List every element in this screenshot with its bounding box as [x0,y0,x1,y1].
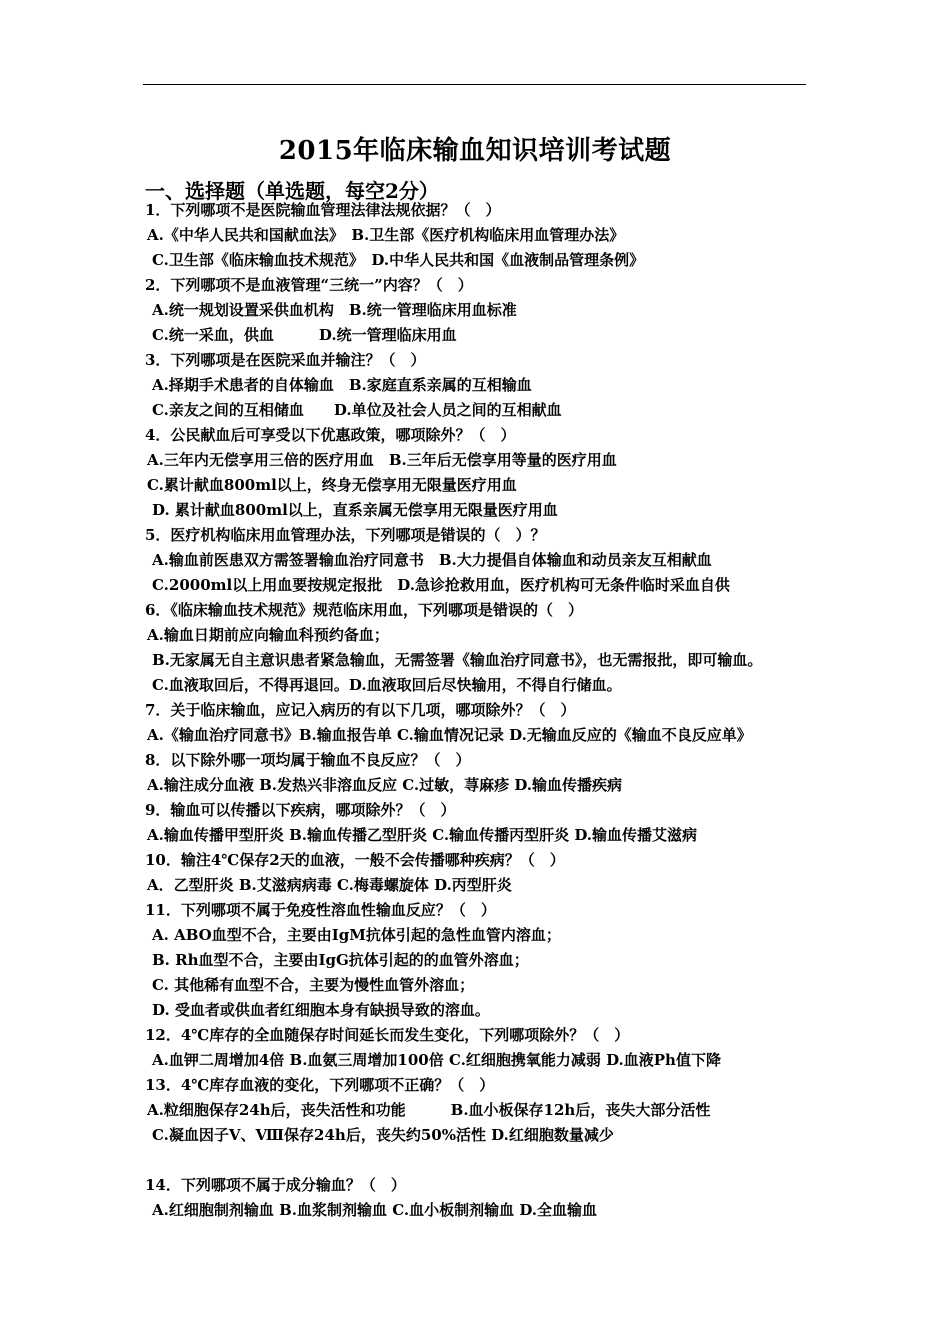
question-5: 5．医疗机构临床用血管理办法，下列哪项是错误的（ ）？ [145,526,546,544]
option-line: A.输血日期前应向输血科预约备血； [147,626,389,644]
option-line: A.《中华人民共和国献血法》 B.卫生部《医疗机构临床用血管理办法》 [147,226,625,244]
question-6: 6．《临床输血技术规范》规范临床用血，下列哪项是错误的（ ） [145,601,583,619]
option-line: C.血液取回后，不得再退回。D.血液取回后尽快输用，不得自行储血。 [152,676,622,694]
option-line: A.输血前医患双方需签署输血治疗同意书 B.大力提倡自体输血和动员亲友互相献血 [152,551,712,569]
option-line: A.红细胞制剂输血 B.血浆制剂输血 C.血小板制剂输血 D.全血输血 [152,1201,598,1219]
option-line: C.凝血因子Ⅴ、Ⅷ保存24h后，丧失约50%活性 D.红细胞数量减少 [152,1126,614,1144]
option-line: A.输注成分血液 B.发热兴非溶血反应 C.过敏，荨麻疹 D.输血传播疾病 [147,776,623,794]
option-line: C.亲友之间的互相储血 D.单位及社会人员之间的互相献血 [152,401,562,419]
question-7: 7．关于临床输血，应记入病历的有以下几项，哪项除外？（ ） [145,701,576,719]
question-3: 3．下列哪项是在医院采血并输注？（ ） [145,351,426,369]
option-line: C.统一采血，供血 D.统一管理临床用血 [152,326,457,344]
option-line: B. Rh血型不合，主要由IgG抗体引起的的血管外溶血； [152,951,529,969]
question-2: 2．下列哪项不是血液管理“三统一”内容？（ ） [145,276,473,294]
question-10: 10．输注4℃保存2天的血液，一般不会传播哪种疾病？（ ） [145,851,565,869]
question-1: 1．下列哪项不是医院输血管理法律法规依据？（ ） [145,201,501,219]
option-line: A.统一规划设置采供血机构 B.统一管理临床用血标准 [152,301,517,319]
option-line: D. 累计献血800ml以上，直系亲属无偿享用无限量医疗用血 [152,501,558,519]
option-line: A.《输血治疗同意书》B.输血报告单 C.输血情况记录 D.无输血反应的《输血不良反应单》 [147,726,752,744]
section-heading: 一、选择题（单选题，每空2分） [145,179,439,203]
question-14: 14．下列哪项不属于成分输血？（ ） [145,1176,406,1194]
option-line: A.三年内无偿享用三倍的医疗用血 B.三年后无偿享用等量的医疗用血 [147,451,617,469]
option-line: A.择期手术患者的自体输血 B.家庭直系亲属的互相输血 [152,376,532,394]
option-line: A. ABO血型不合，主要由IgM抗体引起的急性血管内溶血； [152,926,561,944]
option-line: A.血钾二周增加4倍 B.血氨三周增加100倍 C.红细胞携氧能力减弱 D.血液Ph值下降 [152,1051,721,1069]
header-rule [143,84,806,85]
question-4: 4．公民献血后可享受以下优惠政策，哪项除外？（ ） [145,426,516,444]
question-9: 9．输血可以传播以下疾病，哪项除外？（ ） [145,801,456,819]
question-8: 8．以下除外哪一项均属于输血不良反应？（ ） [145,751,471,769]
option-line: B.无家属无自主意识患者紧急输血，无需签署《输血治疗同意书》，也无需报批，即可输血。 [152,651,763,669]
option-line: C.卫生部《临床输血技术规范》 D.中华人民共和国《血液制品管理条例》 [152,251,645,269]
option-line: D. 受血者或供血者红细胞本身有缺损导致的溶血。 [152,1001,490,1019]
option-line: C.累计献血800ml以上，终身无偿享用无限量医疗用血 [147,476,517,494]
option-line: A.输血传播甲型肝炎 B.输血传播乙型肝炎 C.输血传播丙型肝炎 D.输血传播艾滋病 [147,826,698,844]
option-line: A.粒细胞保存24h后，丧失活性和功能 B.血小板保存12h后，丧失大部分活性 [147,1101,711,1119]
question-13: 13．4℃库存血液的变化，下列哪项不正确？（ ） [145,1076,495,1094]
question-12: 12．4℃库存的全血随保存时间延长而发生变化，下列哪项除外？（ ） [145,1026,630,1044]
question-11: 11．下列哪项不属于免疫性溶血性输血反应？（ ） [145,901,496,919]
page-title: 2015年临床输血知识培训考试题 [278,136,672,166]
option-line: A．乙型肝炎 B.艾滋病病毒 C.梅毒螺旋体 D.丙型肝炎 [147,876,512,894]
option-line: C. 其他稀有血型不合，主要为慢性血管外溶血； [152,976,475,994]
option-line: C.2000ml以上用血要按规定报批 D.急诊抢救用血，医疗机构可无条件临时采血自供 [152,576,730,594]
